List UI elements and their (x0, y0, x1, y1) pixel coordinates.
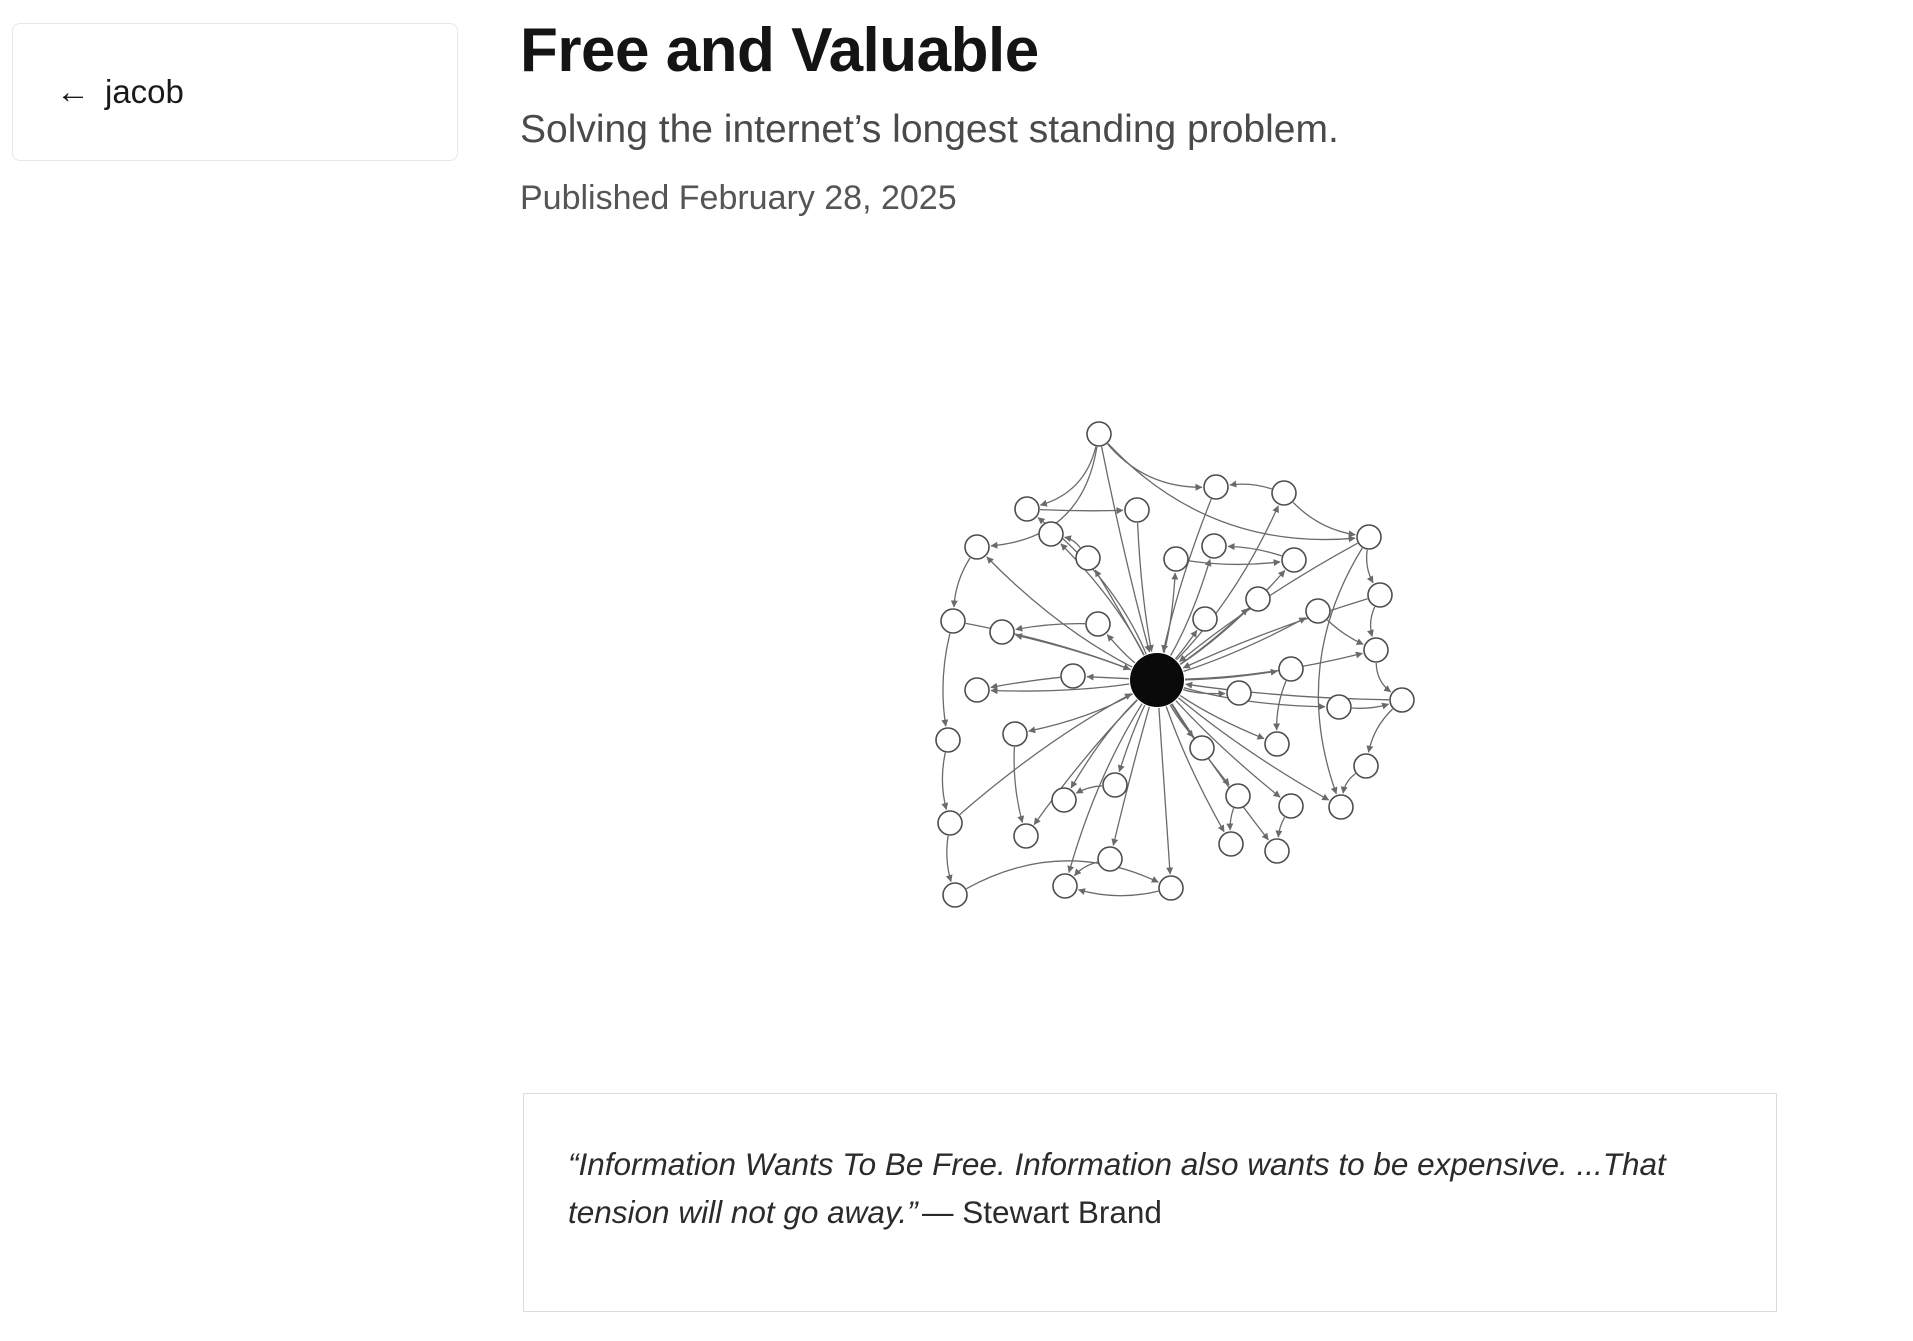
graph-edge (942, 753, 946, 810)
graph-edge (960, 694, 1132, 815)
graph-node (1061, 664, 1085, 688)
graph-edge (1014, 747, 1022, 823)
graph-node (990, 620, 1014, 644)
graph-node (1329, 795, 1353, 819)
graph-node (1390, 688, 1414, 712)
graph-hub-node (1130, 653, 1184, 707)
graph-node (1219, 832, 1243, 856)
graph-node (1282, 548, 1306, 572)
graph-edge (1040, 510, 1123, 511)
graph-node (1015, 497, 1039, 521)
graph-edge (1230, 484, 1272, 489)
graph-edge (1230, 808, 1233, 830)
graph-node (1039, 522, 1063, 546)
graph-node (1306, 599, 1330, 623)
graph-node (1368, 583, 1392, 607)
graph-edge (947, 836, 951, 882)
graph-edge (1352, 704, 1389, 708)
graph-node (1103, 773, 1127, 797)
graph-node (1246, 587, 1270, 611)
graph-node (1164, 547, 1188, 571)
graph-node (936, 728, 960, 752)
graph-edge (991, 684, 1129, 691)
graph-edge (1369, 709, 1393, 752)
back-arrow-icon: ← (56, 73, 90, 111)
graph-edge (1376, 663, 1391, 692)
graph-node (1087, 422, 1111, 446)
quote-attribution: — Stewart Brand (922, 1194, 1162, 1230)
graph-node (938, 811, 962, 835)
graph-node (1159, 876, 1183, 900)
graph-edge (1185, 653, 1362, 679)
back-link-card[interactable] (12, 23, 458, 161)
published-date: Published February 28, 2025 (520, 179, 957, 217)
graph-node (1052, 788, 1076, 812)
graph-node (1357, 525, 1381, 549)
graph-edge (1107, 635, 1135, 663)
graph-node (1193, 607, 1217, 631)
graph-edge (1186, 684, 1389, 700)
graph-node (1354, 754, 1378, 778)
graph-node (943, 883, 967, 907)
graph-node (1226, 784, 1250, 808)
graph-edge (1159, 708, 1170, 874)
graph-node (1125, 498, 1149, 522)
graph-node (965, 535, 989, 559)
graph-edge (1318, 548, 1362, 794)
graph-edge (1228, 546, 1282, 556)
graph-edge (991, 677, 1060, 687)
back-link-label: jacob (105, 73, 184, 110)
graph-edge (1079, 890, 1159, 896)
graph-edge (1087, 677, 1129, 679)
graph-node (1265, 839, 1289, 863)
graph-edge (1343, 774, 1355, 794)
graph-node (1076, 546, 1100, 570)
graph-edge (1029, 694, 1133, 731)
graph-node (1364, 638, 1388, 662)
network-graph-figure (900, 390, 1460, 930)
graph-node (1327, 695, 1351, 719)
graph-edge (1293, 502, 1355, 535)
graph-node (1279, 657, 1303, 681)
graph-edge (987, 557, 1132, 667)
quote-text: “Information Wants To Be Free. Information also wants to be expensive. ...That tension will not go away.” (568, 1146, 1666, 1230)
graph-node (1227, 681, 1251, 705)
graph-edge (943, 634, 950, 727)
graph-edge (1278, 817, 1284, 837)
graph-edge (1367, 550, 1373, 583)
graph-edge (1189, 561, 1280, 565)
page-subtitle: Solving the internet’s longest standing problem. (520, 108, 1339, 151)
graph-node (1204, 475, 1228, 499)
graph-node (1279, 794, 1303, 818)
graph-edge (1108, 444, 1203, 487)
graph-edge (1371, 607, 1375, 637)
graph-node (1272, 481, 1296, 505)
graph-edge (1061, 544, 1144, 655)
graph-edge (1184, 688, 1325, 707)
graph-edge (954, 558, 970, 607)
quote-block (523, 1093, 1777, 1312)
graph-edge (1016, 624, 1085, 630)
graph-node (965, 678, 989, 702)
graph-edge (1172, 704, 1268, 840)
graph-edge (1327, 620, 1363, 644)
graph-edge (1108, 444, 1355, 540)
graph-node (1014, 824, 1038, 848)
graph-node (941, 609, 965, 633)
graph-node (1086, 612, 1110, 636)
graph-node (1003, 722, 1027, 746)
graph-node (1202, 534, 1226, 558)
page-title: Free and Valuable (520, 16, 1039, 85)
graph-node (1053, 874, 1077, 898)
graph-edge (1074, 862, 1097, 876)
graph-node (1190, 736, 1214, 760)
graph-node (1265, 732, 1289, 756)
graph-edge (1040, 447, 1096, 506)
graph-node (1098, 847, 1122, 871)
